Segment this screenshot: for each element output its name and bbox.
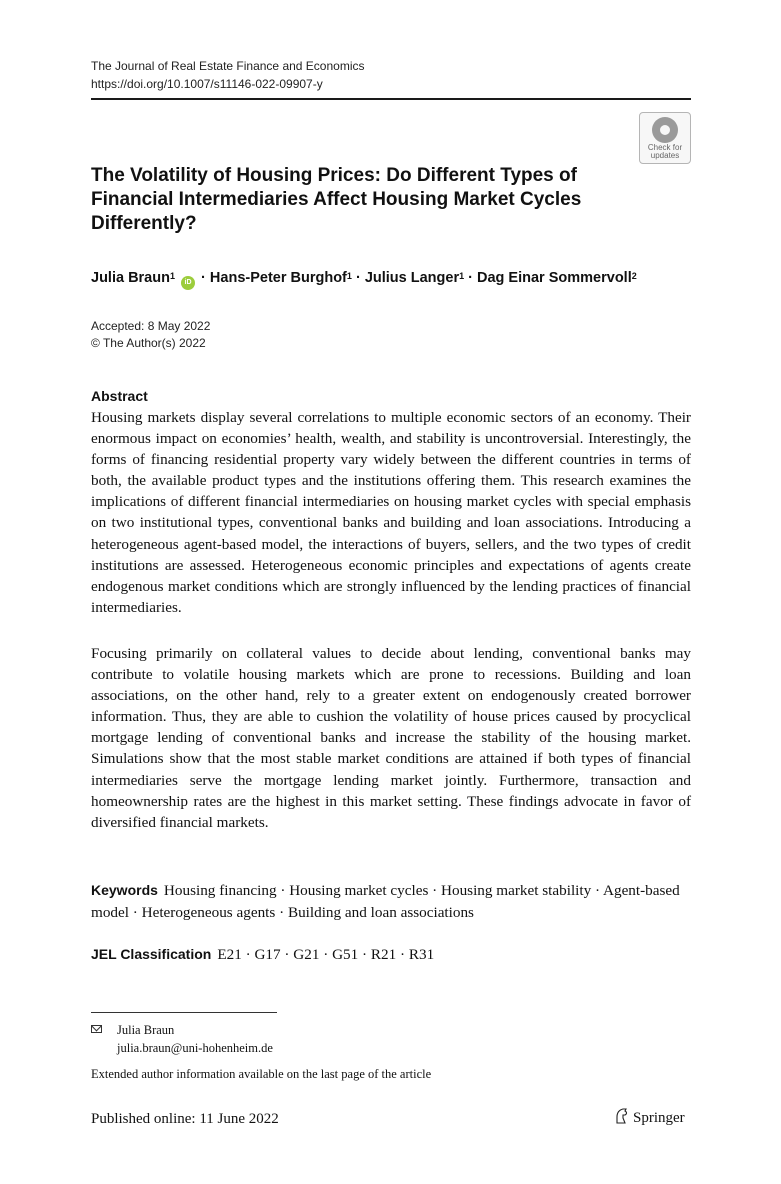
- corresponding-author-email[interactable]: julia.braun@uni-hohenheim.de: [117, 1041, 273, 1055]
- header-rule: [91, 98, 691, 100]
- author-affiliation: 1: [459, 271, 465, 281]
- author-name[interactable]: Dag Einar Sommervoll: [477, 270, 632, 286]
- author-affiliation: 1: [346, 271, 352, 281]
- check-for-updates-icon[interactable]: [639, 112, 691, 164]
- journal-header: [91, 57, 364, 93]
- check-updates-ring-icon: [652, 117, 678, 143]
- keywords-section: [91, 880, 691, 923]
- keywords-label: Keywords: [91, 882, 158, 898]
- author-name[interactable]: Julius Langer: [364, 270, 460, 286]
- jel-codes: E21 · G17 · G21 · G51 · R21 · R31: [217, 946, 435, 963]
- springer-horse-icon: [614, 1108, 628, 1124]
- orcid-icon[interactable]: iD: [181, 276, 195, 290]
- corresponding-author: [91, 1021, 273, 1057]
- envelope-icon: [91, 1025, 102, 1033]
- author-list: [91, 268, 691, 290]
- check-updates-label-1: Check for: [647, 143, 683, 152]
- article-dates: [91, 318, 210, 352]
- author-name[interactable]: Julia Braun: [91, 270, 170, 286]
- doi-link[interactable]: https://doi.org/10.1007/s11146-022-09907-y: [91, 77, 323, 91]
- footnote-rule: [91, 1012, 277, 1013]
- author-affiliation: 1: [169, 271, 175, 281]
- abstract-paragraph-2: Focusing primarily on collateral values to decide about lending, conventional banks may contribute to volatile housing markets which are prone to recessions. Building and loan associations, on the other hand, rely to a greater extent on endogenously created borrower information. Thus, they are able to cushion the volatility of house prices caused by procyclical mortgage lending of conventional banks and increase the stability of the housing market. Simulations show that the most stable market conditions are attained if both types of financial intermediaries serve the mortgage lending market jointly. Furthermore, transaction and homeownership rates are the highest in this market setting. These findings advocate in favor of diversified financial markets.: [91, 645, 691, 831]
- check-updates-label-2: updates: [650, 151, 680, 160]
- author-separator: ·: [355, 270, 361, 286]
- author-name[interactable]: Hans-Peter Burghof: [209, 270, 347, 286]
- abstract-paragraph-1: Housing markets display several correlations to multiple economic sectors of an economy. Their enormous impact on economies’ health, wealth, and stability is uncontroversial. Interestingly, the forms of financing residential property vary widely between the different countries in terms of both, the available product types and the institutions offering them. This research examines the implications of different financial intermediaries on housing market cycles with special emphasis on two institutional types, conventional banks and building and loan associations. Introducing a heterogeneous agent-based model, the interactions of buyers, sellers, and the two types of credit institutions are assessed. Heterogeneous economic principles and expectations of agents create endogenous market conditions which are strongly influenced by the lending practices of financial intermediaries.: [91, 409, 691, 616]
- keywords-text: Housing financing · Housing market cycles · Housing market stability · Agent-based model · Heterogeneous agents · Building and loan associations: [91, 882, 680, 921]
- copyright-notice: © The Author(s) 2022: [91, 336, 206, 350]
- author-separator: ·: [201, 270, 206, 286]
- published-online-date: Published online: 11 June 2022: [91, 1111, 279, 1127]
- author-affiliation: 2: [631, 271, 637, 281]
- accepted-date: Accepted: 8 May 2022: [91, 319, 211, 333]
- jel-section: [91, 944, 691, 965]
- paper-title: The Volatility of Housing Prices: Do Different Types of Financial Intermediaries Affect Housing Market Cycles Differently?: [91, 165, 582, 234]
- publisher-name: Springer: [633, 1110, 685, 1126]
- journal-name: The Journal of Real Estate Finance and Economics: [91, 59, 365, 73]
- corresponding-author-name: Julia Braun: [117, 1023, 175, 1037]
- abstract-heading: Abstract: [91, 388, 148, 404]
- jel-label: JEL Classification: [91, 946, 212, 962]
- author-separator: ·: [468, 270, 473, 286]
- extended-author-info: Extended author information available on the last page of the article: [91, 1067, 432, 1081]
- publisher-logo: [614, 1108, 685, 1128]
